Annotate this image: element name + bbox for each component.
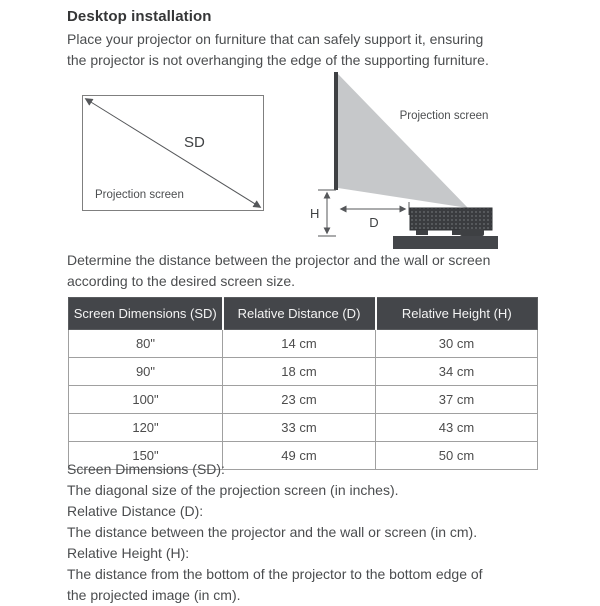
cell-d: 23 cm (223, 386, 376, 414)
cell-sd: 120" (69, 414, 223, 442)
projection-screen-label: Projection screen (399, 110, 489, 122)
definition-text: The distance from the bottom of the projector to the bottom edge of (67, 566, 483, 582)
table-row (69, 386, 538, 414)
header-relative-distance: Relative Distance (D) (223, 298, 376, 330)
definition-term: Relative Height (H): (67, 545, 190, 561)
diagrams-row (0, 70, 600, 252)
cell-h: 50 cm (376, 442, 538, 470)
projector-foot (460, 229, 484, 236)
intro-paragraph (67, 29, 489, 71)
header-screen-dimensions: Screen Dimensions (SD) (69, 298, 223, 330)
distance-table (68, 297, 538, 470)
cell-sd: 90" (69, 358, 223, 386)
cell-d: 18 cm (223, 358, 376, 386)
intro-line: the projector is not overhanging the edge of the supporting furniture. (67, 52, 489, 68)
furniture-surface (393, 236, 498, 249)
projector-side-diagram (310, 70, 510, 252)
cell-sd: 100" (69, 386, 223, 414)
screen-diagonal-diagram (82, 95, 264, 211)
definition-term: Screen Dimensions (SD): (67, 461, 225, 477)
cell-h: 37 cm (376, 386, 538, 414)
definition-text: The diagonal size of the projection screen (in inches). (67, 482, 399, 498)
cell-sd: 150" (69, 442, 223, 470)
cell-h: 43 cm (376, 414, 538, 442)
table-row (69, 358, 538, 386)
h-dimension-label: H (310, 206, 320, 221)
determine-paragraph (67, 250, 490, 292)
definition-term: Relative Distance (D): (67, 503, 204, 519)
table-row (69, 330, 538, 358)
projector-foot (452, 230, 460, 235)
projector-illustration (410, 208, 492, 230)
header-relative-height: Relative Height (H) (376, 298, 538, 330)
cell-d: 14 cm (223, 330, 376, 358)
cell-h: 30 cm (376, 330, 538, 358)
projector-foot (416, 230, 428, 235)
cell-sd: 80" (69, 330, 223, 358)
table-row (69, 414, 538, 442)
page-title: Desktop installation (67, 8, 212, 25)
screen-bar (334, 72, 338, 190)
definition-text: The distance between the projector and the wall or screen (in cm). (67, 524, 478, 540)
d-dimension-label: D (369, 215, 379, 230)
table-header-row (69, 298, 538, 330)
projection-screen-caption: Projection screen (95, 189, 184, 201)
definition-text: the projected image (in cm). (67, 587, 241, 603)
determine-line: according to the desired screen size. (67, 273, 296, 289)
intro-line: Place your projector on furniture that can safely support it, ensuring (67, 31, 484, 47)
definitions-section (67, 459, 483, 606)
cell-h: 34 cm (376, 358, 538, 386)
cell-d: 33 cm (223, 414, 376, 442)
determine-line: Determine the distance between the projector and the wall or screen (67, 252, 491, 268)
sd-diagonal-label: SD (181, 134, 208, 151)
cell-d: 49 cm (223, 442, 376, 470)
beam-shape (338, 74, 468, 208)
